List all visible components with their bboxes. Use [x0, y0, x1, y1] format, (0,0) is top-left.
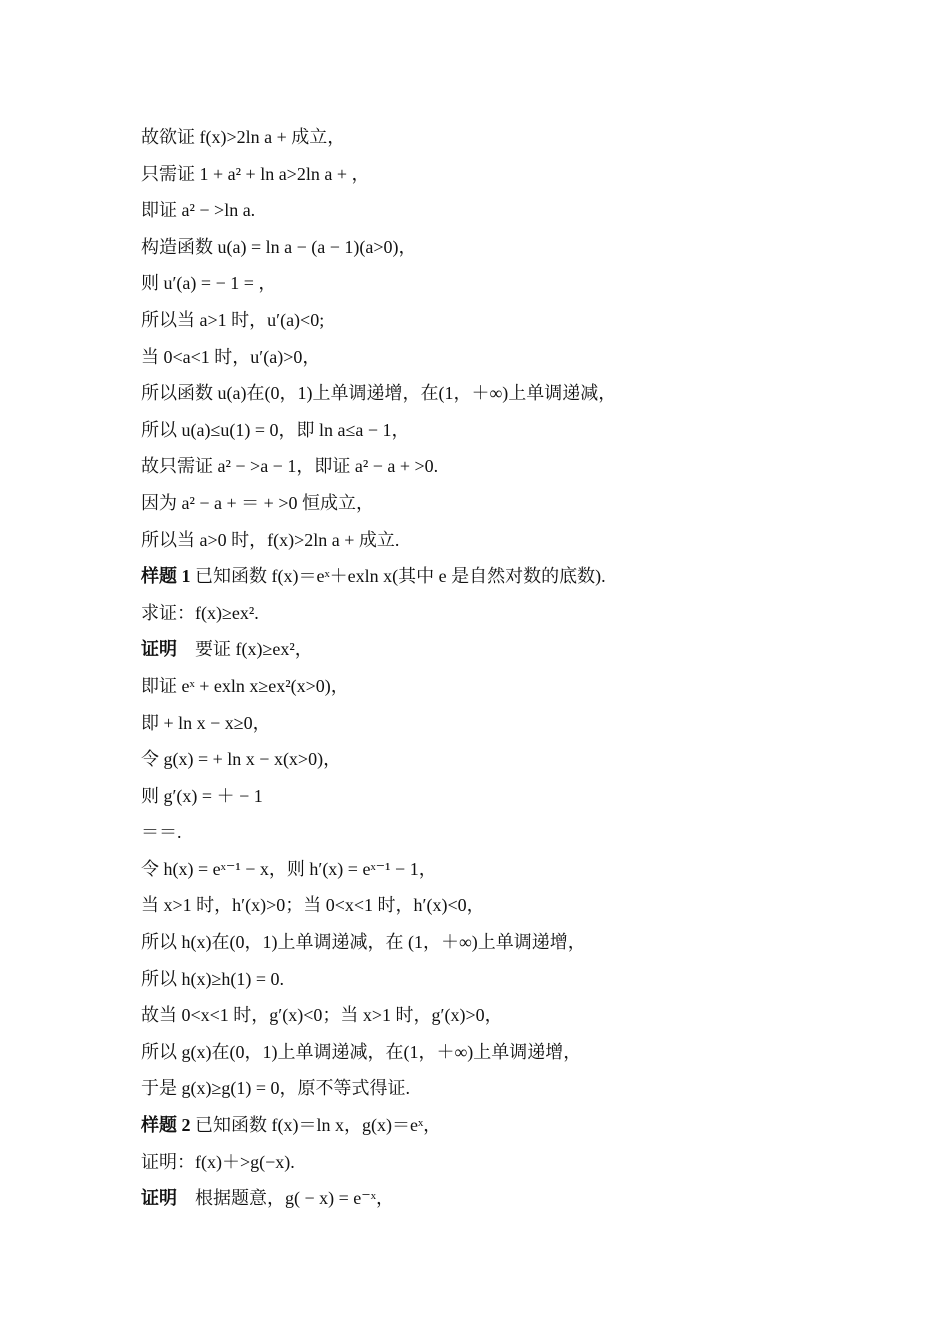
- line-text: 故只需证 a² − >a − 1，即证 a² − a + >0.: [141, 456, 439, 477]
- line-text: 求证：f(x)≥ex².: [141, 602, 259, 623]
- line-text: 所以当 a>1 时，u′(a)<0;: [141, 309, 325, 330]
- sample-problem-2: [141, 1112, 861, 1149]
- line-text: 当 x>1 时，h′(x)>0；当 0<x<1 时，h′(x)<0，: [141, 895, 485, 916]
- text-line: [141, 1039, 861, 1076]
- document-body: [141, 124, 861, 1222]
- text-line: [141, 307, 861, 344]
- line-text: 所以 h(x)≥h(1) = 0.: [141, 968, 285, 989]
- line-text: 于是 g(x)≥g(1) = 0，原不等式得证.: [141, 1078, 411, 1099]
- sample-label: 样题 1: [141, 566, 191, 587]
- text-line: [141, 600, 861, 637]
- text-line: [141, 124, 861, 161]
- text-line: [141, 1149, 861, 1186]
- line-text: 所以 u(a)≤u(1) = 0，即 ln a≤a − 1，: [141, 419, 410, 440]
- text-line: [141, 746, 861, 783]
- line-text: 根据题意，g( − x) = e⁻ˣ，: [177, 1188, 394, 1209]
- line-text: 已知函数 f(x)＝ln x，g(x)＝eˣ，: [190, 1115, 442, 1136]
- sample-problem-1: [141, 563, 861, 600]
- text-line: [141, 453, 861, 490]
- proof-label: 证明: [141, 1188, 177, 1209]
- line-text: ＝＝.: [141, 822, 182, 843]
- text-line: [141, 344, 861, 381]
- sample-label: 样题 2: [141, 1115, 191, 1136]
- text-line: [141, 490, 861, 527]
- line-text: 即证 eˣ + exln x≥ex²(x>0)，: [141, 675, 349, 696]
- text-line: [141, 856, 861, 893]
- text-line: [141, 417, 861, 454]
- text-line: [141, 783, 861, 820]
- line-text: 当 0<a<1 时，u′(a)>0，: [141, 346, 321, 367]
- line-text: 故当 0<x<1 时，g′(x)<0；当 x>1 时，g′(x)>0，: [141, 1005, 503, 1026]
- line-text: 即 + ln x − x≥0，: [141, 712, 271, 733]
- line-text: 所以 g(x)在(0，1)上单调递减，在(1，＋∞)上单调递增，: [141, 1041, 582, 1062]
- proof-heading: [141, 636, 861, 673]
- proof-label: 证明: [141, 639, 177, 660]
- text-line: [141, 1002, 861, 1039]
- text-line: [141, 161, 861, 198]
- text-line: [141, 673, 861, 710]
- line-text: 则 g′(x) = ＋ − 1: [141, 785, 263, 806]
- line-text: 令 g(x) = + ln x − x(x>0)，: [141, 749, 342, 770]
- text-line: [141, 270, 861, 307]
- text-line: [141, 380, 861, 417]
- line-text: 即证 a² − >ln a.: [141, 200, 256, 221]
- text-line: [141, 1075, 861, 1112]
- text-line: [141, 892, 861, 929]
- line-text: 证明：f(x)＋>g(−x).: [141, 1151, 295, 1172]
- text-line: [141, 234, 861, 271]
- line-text: 所以函数 u(a)在(0，1)上单调递增，在(1，＋∞)上单调递减，: [141, 383, 617, 404]
- line-text: 只需证 1 + a² + ln a>2ln a + ，: [141, 163, 370, 184]
- text-line: [141, 819, 861, 856]
- line-text: 令 h(x) = eˣ⁻¹ − x，则 h′(x) = eˣ⁻¹ − 1，: [141, 858, 437, 879]
- text-line: [141, 966, 861, 1003]
- text-line: [141, 710, 861, 747]
- line-text: 已知函数 f(x)＝eˣ＋exln x(其中 e 是自然对数的底数).: [190, 566, 606, 587]
- line-text: 要证 f(x)≥ex²，: [177, 639, 313, 660]
- text-line: [141, 929, 861, 966]
- line-text: 所以 h(x)在(0，1)上单调递减，在 (1，＋∞)上单调递增，: [141, 932, 586, 953]
- line-text: 则 u′(a) = − 1 = ，: [141, 273, 277, 294]
- proof-heading: [141, 1185, 861, 1222]
- text-line: [141, 527, 861, 564]
- text-line: [141, 197, 861, 234]
- line-text: 构造函数 u(a) = ln a − (a − 1)(a>0)，: [141, 236, 417, 257]
- line-text: 故欲证 f(x)>2ln a + 成立，: [141, 127, 346, 147]
- line-text: 因为 a² − a + ＝ + >0 恒成立，: [141, 492, 374, 513]
- line-text: 所以当 a>0 时，f(x)>2ln a + 成立.: [141, 529, 400, 550]
